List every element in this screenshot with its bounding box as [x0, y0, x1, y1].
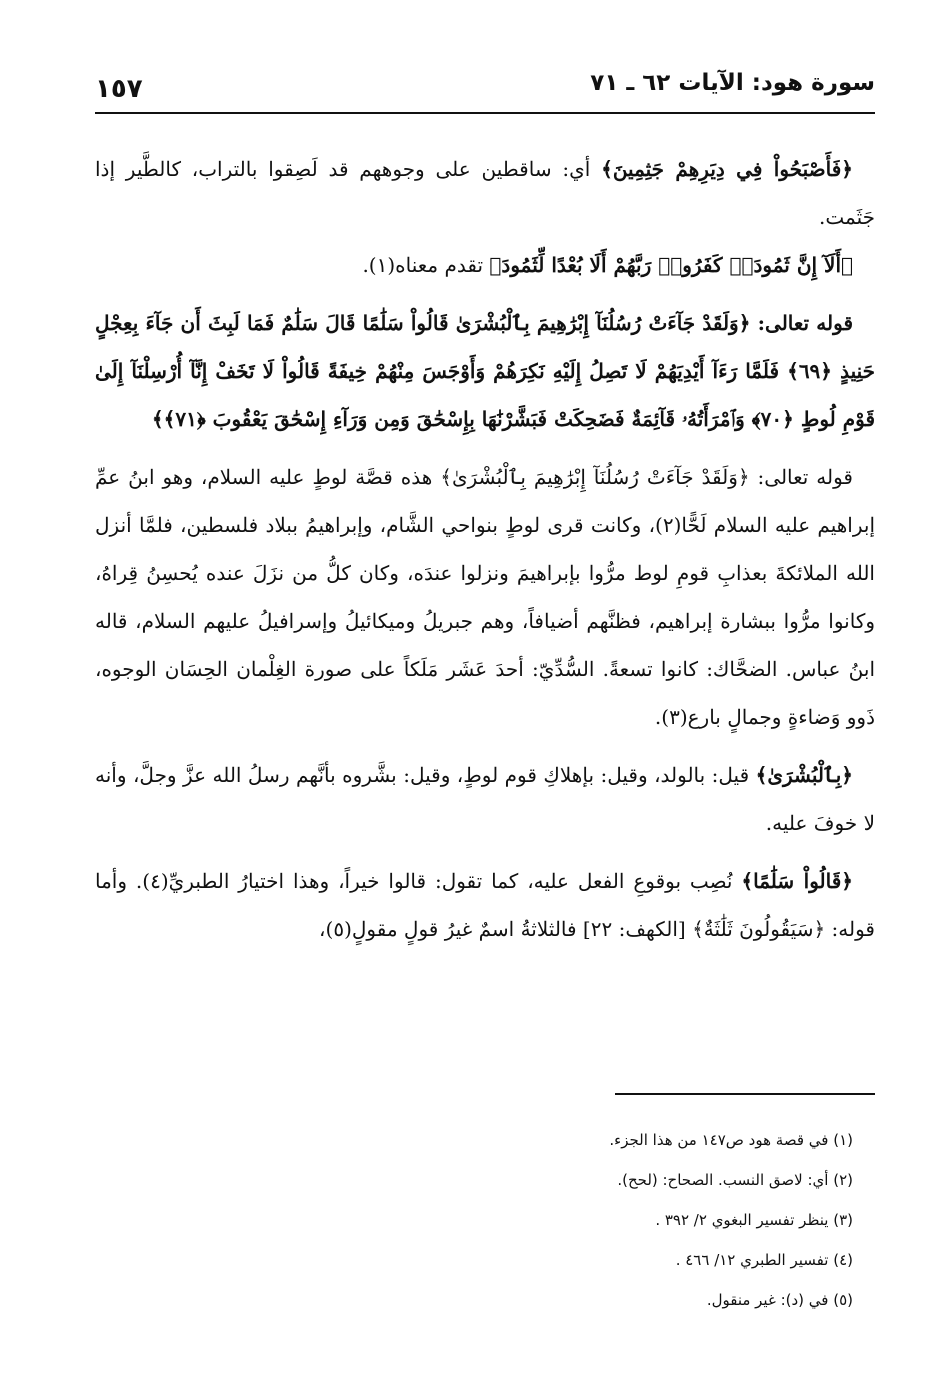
commentary-text: تقدم معناه(١).	[362, 253, 490, 277]
quran-verse: قوله تعالى: ﴿وَلَقَدْ جَآءَتْ رُسُلُنَآ إِبْرَٰهِيمَ بِٱلْبُشْرَىٰ قَالُواْ سَلَٰمًا قَالَ سَلَٰمٌ فَمَا لَبِثَ أَن جَآءَ بِعِجْلٍ حَنِيذٍ ﴿٦٩﴾ فَلَمَّا رَءَآ أَيْدِيَهُمْ لَا تَصِلُ إِلَيْهِ نَكِرَهُمْ وَأَوْجَسَ مِنْهُمْ خِيفَةً قَالُواْ لَا تَخَفْ إِنَّآ أُرْسِلْنَآ إِلَىٰ قَوْمِ لُوطٍ ﴿٧٠﴾ وَٱمْرَأَتُهُۥ قَآئِمَةٌ فَضَحِكَتْ فَبَشَّرْنَٰهَا بِإِسْحَٰقَ وَمِن وَرَآءِ إِسْحَٰقَ يَعْقُوبَ ﴿٧١﴾﴾	[95, 311, 875, 431]
paragraph	[95, 751, 875, 847]
quran-verse: ﴿بِٱلْبُشْرَىٰ﴾	[755, 763, 853, 787]
paragraph	[95, 857, 875, 953]
page-number: ١٥٧	[95, 74, 143, 104]
quran-verse: ﴿فَأَصْبَحُواْ فِي دِيَرِهِمْ جَثِمِينَ﴾	[601, 157, 853, 181]
paragraph	[95, 299, 875, 443]
commentary-text: قيل: بالولد، وقيل: بإهلاكِ قوم لوطٍ، وقيل: بشَّروه بأنَّهم رسلُ الله عزَّ وجلَّ، وأنه لا خوفَ عليه.	[95, 763, 875, 835]
quran-verse: ﴿قَالُواْ سَلَٰمًا﴾	[741, 869, 853, 893]
footnote: (٤) تفسير الطبري ١٢/ ٤٦٦ .	[675, 1251, 853, 1269]
footnote: (٣) ينظر تفسير البغوي ٢/ ٣٩٢ .	[655, 1211, 853, 1229]
footnote-separator	[615, 1093, 875, 1095]
page	[95, 60, 875, 112]
footnote: (٥) في (د): غير منقول.	[706, 1291, 853, 1309]
body-text	[95, 145, 875, 953]
header-rule	[95, 112, 875, 114]
commentary-text: نُصِب بوقوعِ الفعل عليه، كما تقول: قالوا خيراً، وهذا اختيارُ الطبريِّ(٤). وأما قوله: ﴿سَيَقُولُونَ ثَلَٰثَةٌ﴾ [الكهف: ٢٢] فالثلاثةُ اسمٌ غيرُ قولٍ مقولٍ(٥)،	[95, 869, 875, 941]
quran-verse: ﴿أَلَآ إِنَّ ثَمُودَا۟ كَفَرُوا۟ رَبَّهُمْ أَلَا بُعْدًا لِّثَمُودَ﴾	[489, 253, 853, 277]
footnotes	[95, 1120, 875, 1320]
paragraph	[95, 453, 875, 741]
page-header	[95, 60, 875, 112]
commentary-text: أي: ساقطين على وجوههم قد لَصِقوا بالتراب، كالطَّير إذا جَثَمت.	[95, 157, 875, 229]
commentary-text: قوله تعالى: ﴿وَلَقَدْ جَآءَتْ رُسُلُنَآ إِبْرَٰهِيمَ بِٱلْبُشْرَىٰ﴾ هذه قصَّة لوطٍ عليه السلام، وهو ابنُ عمِّ إبراهيم عليه السلام لَحًّا(٢)، وكانت قرى لوطٍ بنواحي الشَّام، وإبراهيمُ ببلاد فلسطين، فلمَّا أنزل الله الملائكةَ بعذابِ قومِ لوط مرُّوا بإبراهيمَ ونزلوا عندَه، وكان كلُّ من نزَلَ عنده يُحسِنُ قِراهُ، وكانوا مرُّوا ببشارة إبراهيم، فظنَّهم أضيافاً، وهم جبريلُ وميكائيلُ وإسرافيلُ عليهم السلام، قاله ابنُ عباس. الضحَّاك: كانوا تسعةً. السُّدِّيّ: أحدَ عَشَر مَلَكاً على صورة الغِلْمان الحِسَان الوجوه، ذَوو وَضاءةٍ وجمالٍ بارع(٣).	[95, 465, 876, 729]
footnote: (١) في قصة هود ص١٤٧ من هذا الجزء.	[609, 1131, 853, 1149]
paragraph	[95, 145, 875, 241]
running-title: سورة هود: الآيات ٦٢ ـ ٧١	[590, 70, 875, 96]
paragraph	[95, 241, 875, 289]
footnote: (٢) أي: لاصق النسب. الصحاح: (لحح).	[617, 1171, 853, 1189]
